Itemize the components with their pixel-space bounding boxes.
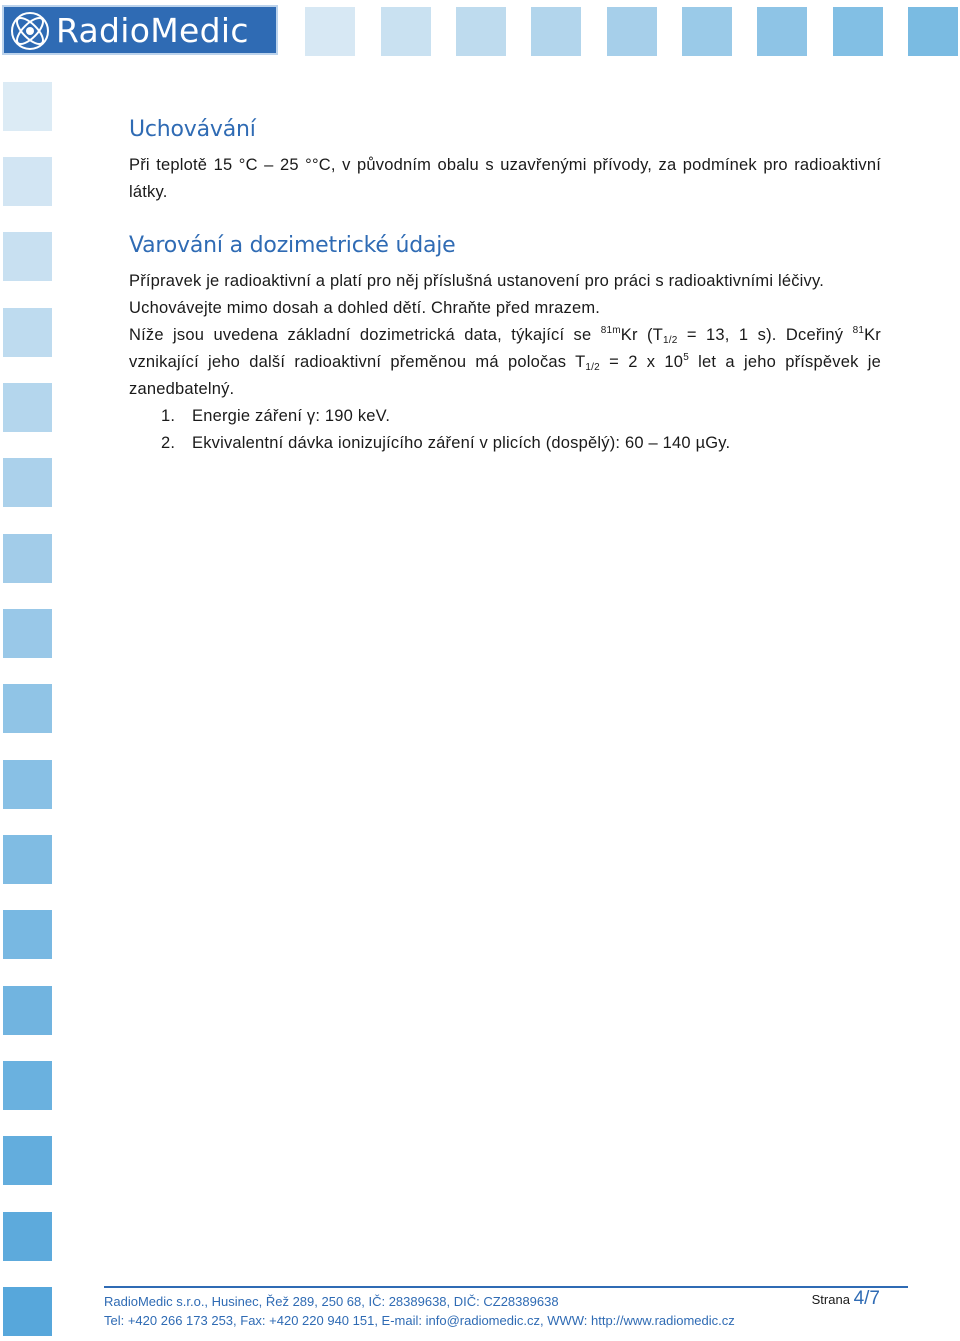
side-decor-square (3, 760, 52, 809)
page-number (812, 1288, 880, 1310)
dosimetry-text: Kr vznikající jeho další radioaktivní přeměnou má poločas T (129, 326, 881, 371)
exponent-superscript: 5 (683, 352, 689, 363)
atom-icon (10, 11, 50, 51)
document-body (129, 114, 881, 457)
header-decor-square (456, 7, 506, 56)
dosimetry-list (129, 403, 881, 457)
dosimetry-text: = 13, 1 s). Dceřiný (677, 326, 853, 344)
footer-divider (104, 1286, 908, 1288)
header-decor-square (607, 7, 657, 56)
dosimetry-text: let a jeho příspěvek je zanedbatelný. (129, 353, 881, 398)
footer-company-info (104, 1292, 735, 1330)
list-item (161, 430, 881, 457)
header-decor-square (682, 7, 732, 56)
isotope-superscript: 81m (600, 325, 621, 336)
side-decor-square (3, 383, 52, 432)
header-decor-square (908, 7, 958, 56)
list-number: 1. (161, 407, 176, 425)
side-decor-square (3, 232, 52, 281)
side-decor-square (3, 534, 52, 583)
side-decor-square (3, 1136, 52, 1185)
header-decor-square (531, 7, 581, 56)
dosimetry-text: Kr (T (620, 326, 664, 344)
list-item (161, 403, 881, 430)
header-decor-square (757, 7, 807, 56)
side-decor-square (3, 684, 52, 733)
dosimetry-text: Níže jsou uvedena základní dozimetrická data, týkající se (129, 326, 601, 344)
half-life-subscript: 1/2 (585, 362, 600, 373)
warnings-paragraph-1: Přípravek je radioaktivní a platí pro něj příslušná ustanovení pro práci s radioaktivními léčivy. (129, 272, 824, 290)
page-label: Strana (811, 1292, 850, 1307)
warnings-heading: Varování a dozimetrické údaje (129, 233, 456, 258)
isotope-superscript: 81 (852, 325, 865, 336)
dosimetry-text: = 2 x 10 (599, 353, 684, 371)
side-decor-square (3, 458, 52, 507)
footer-contacts: Tel: +420 266 173 253, Fax: +420 220 940 151, E-mail: info@radiomedic.cz, WWW: http://www.radiomedic.cz (104, 1313, 735, 1328)
side-decor-square (3, 1287, 52, 1336)
list-number: 2. (161, 434, 176, 452)
list-text: Energie záření γ: 190 keV. (192, 407, 391, 425)
dosimetry-paragraph (129, 322, 881, 403)
list-text: Ekvivalentní dávka ionizujícího záření v plicích (dospělý): 60 – 140 µGy. (192, 434, 731, 452)
side-decor-square (3, 308, 52, 357)
footer-address: RadioMedic s.r.o., Husinec, Řež 289, 250 68, IČ: 28389638, DIČ: CZ28389638 (104, 1294, 559, 1309)
side-decor-square (3, 1212, 52, 1261)
side-decor-square (3, 157, 52, 206)
page-total: /7 (864, 1288, 880, 1309)
warnings-paragraph-2: Uchovávejte mimo dosah a dohled dětí. Chraňte před mrazem. (129, 299, 601, 317)
side-decor-square (3, 835, 52, 884)
side-decor-square (3, 986, 52, 1035)
storage-text: Při teplotě 15 °C – 25 °°C, v původním obalu s uzavřenými přívody, za podmínek pro radioaktivní látky. (129, 156, 881, 201)
side-decor-square (3, 82, 52, 131)
header-decor-square (833, 7, 883, 56)
half-life-subscript: 1/2 (663, 335, 678, 346)
side-decor-square (3, 910, 52, 959)
side-decor-square (3, 609, 52, 658)
radiomedic-logo (2, 5, 278, 55)
storage-heading: Uchovávání (129, 117, 256, 142)
side-decor-square (3, 1061, 52, 1110)
header-decor-square (305, 7, 355, 56)
header-decor-square (381, 7, 431, 56)
page-current: 4 (853, 1288, 865, 1309)
brand-name: RadioMedic (56, 11, 249, 50)
